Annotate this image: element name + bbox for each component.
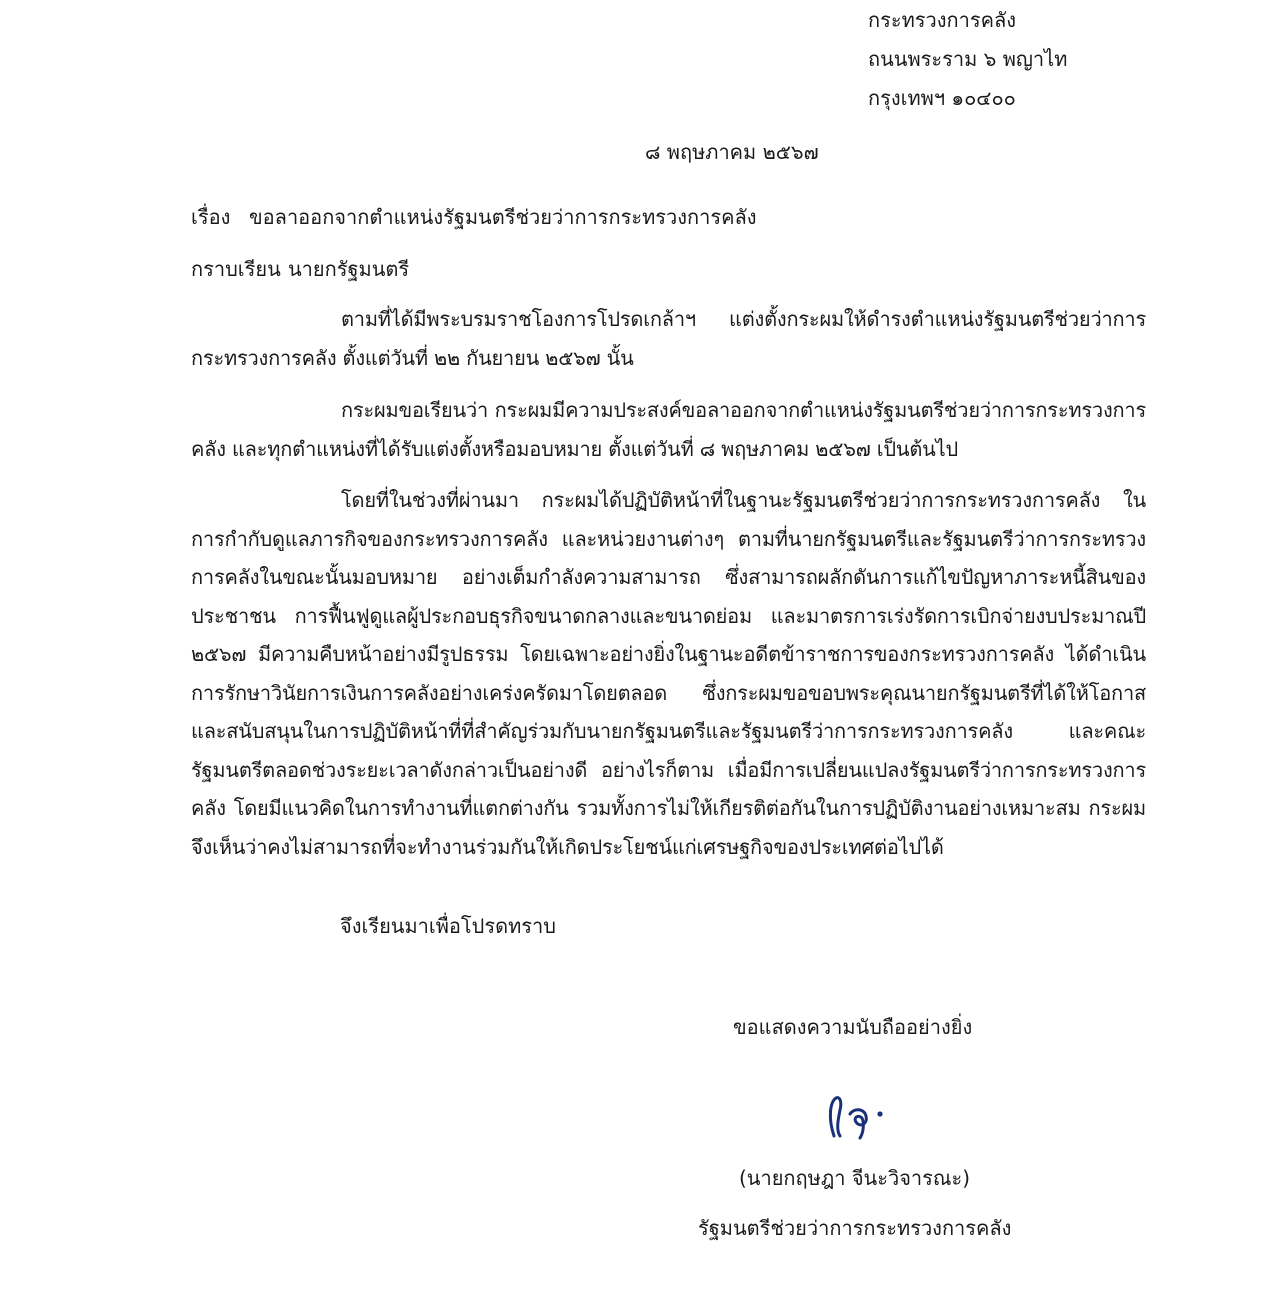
closing-line: จึงเรียนมาเพื่อโปรดทราบ — [340, 914, 556, 938]
handwritten-signature — [820, 1088, 910, 1143]
body-paragraph-2: กระผมขอเรียนว่า กระผมมีความประสงค์ขอลาออกจากตำแหน่งรัฐมนตรีช่วยว่าการกระทรวงการคลัง และทุกตำแหน่งที่ได้รับแต่งตั้งหรือมอบหมาย ตั้งแต่วันที่ ๘ พฤษภาคม ๒๕๖๗ เป็นต้นไป — [191, 398, 1146, 461]
letterhead-address-line-1: กระทรวงการคลัง — [868, 8, 1016, 32]
signer-title: รัฐมนตรีช่วยว่าการกระทรวงการคลัง — [698, 1216, 1012, 1240]
subject-text: ขอลาออกจากตำแหน่งรัฐมนตรีช่วยว่าการกระทรวงการคลัง — [249, 205, 757, 229]
subject-label: เรื่อง — [191, 205, 231, 229]
body-paragraph-3: โดยที่ในช่วงที่ผ่านมา กระผมได้ปฏิบัติหน้าที่ในฐานะรัฐมนตรีช่วยว่าการกระทรวงการคลัง ในการกำกับดูแลภารกิจของกระทรวงการคลัง และหน่วยงานต่างๆ ตามที่นายกรัฐมนตรีและรัฐมนตรีว่าการกระทรวงการคลังในขณะนั้นมอบหมาย อย่างเต็มกำลังความสามารถ ซึ่งสามารถผลักดันการแก้ไขปัญหาภาระหนี้สินของประชาชน การฟื้นฟูดูแลผู้ประกอบธุรกิจขนาดกลางและขนาดย่อม และมาตรการเร่งรัดการเบิกจ่ายงบประมาณปี ๒๕๖๗ มีความคืบหน้าอย่างมีรูปธรรม โดยเฉพาะอย่างยิ่งในฐานะอดีตข้าราชการของกระทรวงการคลัง ได้ดำเนินการรักษาวินัยการเงินการคลังอย่างเคร่งครัดมาโดยตลอด ซึ่งกระผมขอขอบพระคุณนายกรัฐมนตรีที่ได้ให้โอกาสและสนับสนุนในการปฏิบัติหน้าที่ที่สำคัญร่วมกับนายกรัฐมนตรีและรัฐมนตรีว่าการกระทรวงการคลัง และคณะรัฐมนตรีตลอดช่วงระยะเวลาดังกล่าวเป็นอย่างดี อย่างไรก็ตาม เมื่อมีการเปลี่ยนแปลงรัฐมนตรีว่าการกระทรวงการคลัง โดยมีแนวคิดในการทำงานที่แตกต่างกัน รวมทั้งการไม่ให้เกียรติต่อกันในการปฏิบัติงานอย่างเหมาะสม กระผมจึงเห็นว่าคงไม่สามารถที่จะทำงานร่วมกันให้เกิดประโยชน์แก่เศรษฐกิจของประเทศต่อไปได้ — [191, 488, 1146, 859]
letter-date: ๘ พฤษภาคม ๒๕๖๗ — [645, 140, 819, 164]
signer-name: (นายกฤษฎา จีนะวิจารณะ) — [739, 1166, 970, 1190]
letterhead-address-line-3: กรุงเทพฯ ๑๐๔๐๐ — [868, 86, 1016, 110]
salutation-recipient: นายกรัฐมนตรี — [288, 257, 410, 281]
body-paragraph-1: ตามที่ได้มีพระบรมราชโองการโปรดเกล้าฯ แต่งตั้งกระผมให้ดำรงตำแหน่งรัฐมนตรีช่วยว่าการกระทรวงการคลัง ตั้งแต่วันที่ ๒๒ กันยายน ๒๕๖๗ นั้น — [191, 307, 1146, 370]
regards-text: ขอแสดงความนับถืออย่างยิ่ง — [733, 1015, 973, 1039]
letterhead-address-line-2: ถนนพระราม ๖ พญาไท — [868, 47, 1068, 71]
salutation-label: กราบเรียน — [191, 257, 281, 281]
